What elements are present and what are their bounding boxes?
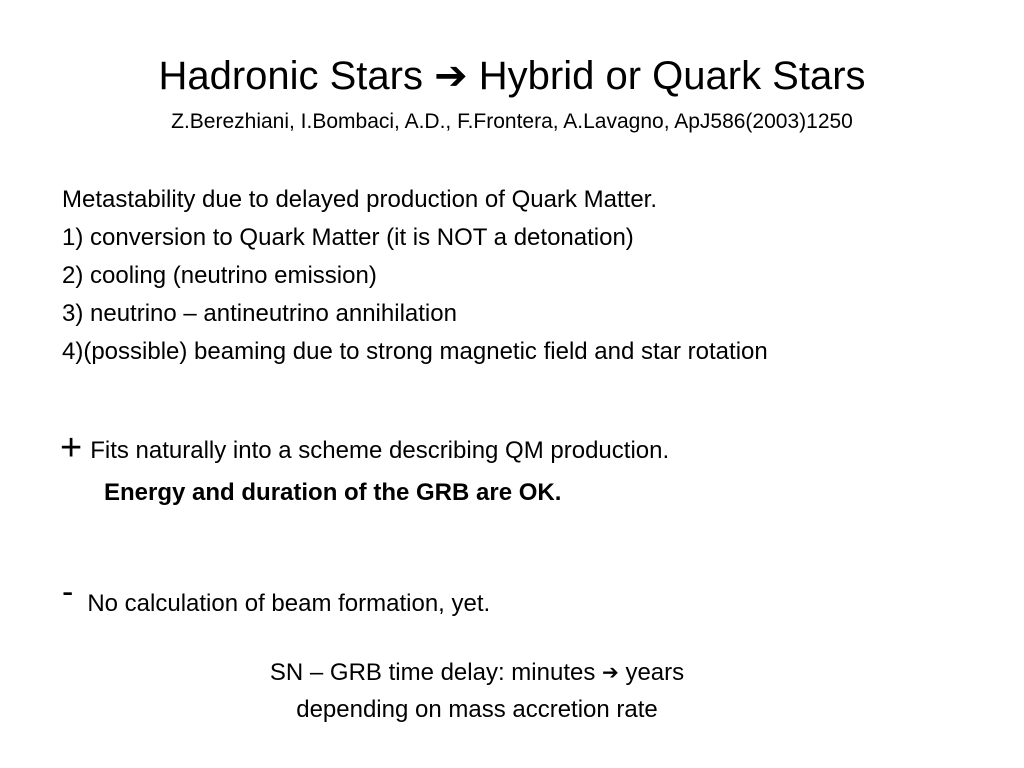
- title-right-text: Hybrid or Quark Stars: [478, 54, 866, 98]
- note-line1-right: years: [625, 659, 685, 686]
- pro-text: Fits naturally into a scheme describing QM production.: [90, 437, 670, 464]
- note-line1-left: SN – GRB time delay: minutes: [269, 659, 596, 686]
- note-line-1: [0, 654, 954, 691]
- body-line-4: 4)(possible) beaming due to strong magnetic field and star rotation: [62, 338, 768, 365]
- body-list: [62, 181, 962, 371]
- plus-sign: +: [60, 427, 83, 469]
- body-line-1: 1) conversion to Quark Matter (it is NOT a detonation): [62, 224, 634, 251]
- body-line-3: 3) neutrino – antineutrino annihilation: [62, 300, 457, 327]
- arrow-right-icon: ➔: [602, 660, 619, 684]
- slide-title: [0, 52, 1024, 100]
- title-left-text: Hadronic Stars: [158, 54, 423, 98]
- arrow-right-icon: ➔: [434, 53, 468, 99]
- slide-subtitle: Z.Berezhiani, I.Bombaci, A.D., F.Frontera, A.Lavagno, ApJ586(2003)1250: [171, 110, 853, 133]
- minus-sign: -: [62, 573, 74, 611]
- con-point: [62, 574, 490, 622]
- pro-point: [60, 428, 669, 471]
- body-line-intro: Metastability due to delayed production of Quark Matter.: [62, 186, 657, 213]
- body-line-2: 2) cooling (neutrino emission): [62, 262, 377, 289]
- note-line-2: depending on mass accretion rate: [296, 696, 658, 723]
- pro-bold-text: Energy and duration of the GRB are OK.: [104, 479, 562, 506]
- con-text: No calculation of beam formation, yet.: [87, 590, 491, 617]
